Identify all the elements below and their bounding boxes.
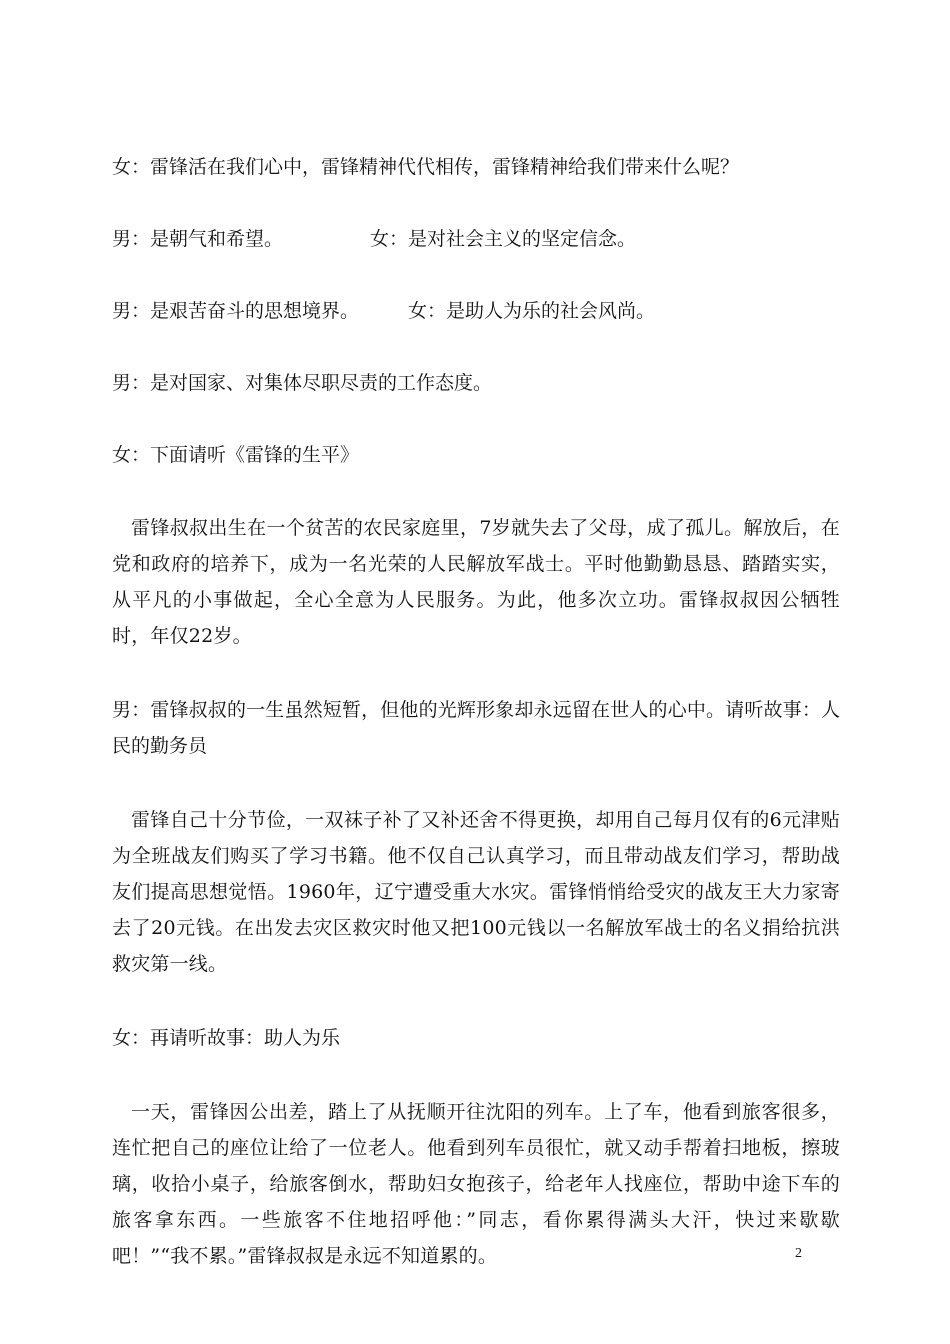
page-number: 2 [795, 1246, 802, 1261]
page-content [112, 150, 840, 1312]
dialogue-line-1: 女：雷锋活在我们心中，雷锋精神代代相传，雷锋精神给我们带来什么呢？ [112, 156, 740, 178]
narrative-paragraph-1: 雷锋叔叔出生在一个贫苦的农民家庭里，7岁就失去了父母，成了孤儿。解放后，在党和政府的培养下，成为一名光荣的人民解放军战士。平时他勤勤恳恳、踏踏实实，从平凡的小事做起，全心全意为人民服务。为此，他多次立功。雷锋叔叔因公牺牲时，年仅22岁。 [112, 517, 840, 647]
dialogue-paragraph-1: 男：雷锋叔叔的一生虽然短暂，但他的光辉形象却永远留在世人的心中。请听故事：人民的勤务员 [112, 699, 840, 757]
narrative-paragraph-3: 一天，雷锋因公出差，踏上了从抚顺开往沈阳的列车。上了车，他看到旅客很多，连忙把自己的座位让给了一位老人。他看到列车员很忙，就又动手帮着扫地板，擦玻璃，收拾小桌子，给旅客倒水，帮助妇女抱孩子，给老年人找座位，帮助中途下车的旅客拿东西。一些旅客不住地招呼他：”同志，看你累得满头大汗，快过来歇歇吧！”“我不累。”雷锋叔叔是永远不知道累的。 [112, 1101, 840, 1267]
dialogue-line-3 [112, 294, 840, 328]
narrative-paragraph-2: 雷锋自己十分节俭，一双袜子补了又补还舍不得更换，却用自己每月仅有的6元津贴为全班战友们购买了学习书籍。他不仅自己认真学习，而且带动战友们学习，帮助战友们提高思想觉悟。1960年，辽宁遭受重大水灾。雷锋悄悄给受灾的战友王大力家寄去了20元钱。在出发去灾区救灾时他又把100元钱以一名解放军战士的名义捐给抗洪救灾第一线。 [112, 809, 840, 975]
dialogue-line-4: 男：是对国家、对集体尽职尽责的工作态度。 [112, 372, 493, 394]
male-line: 男：是朝气和希望。 [112, 228, 284, 250]
male-line: 男：是艰苦奋斗的思想境界。 [112, 300, 360, 322]
dialogue-line-5: 女：下面请听《雷锋的生平》 [112, 444, 360, 466]
female-line: 女：是对社会主义的坚定信念。 [370, 228, 637, 250]
dialogue-paragraph-2: 女：再请听故事：助人为乐 [112, 1027, 341, 1049]
female-line: 女：是助人为乐的社会风尚。 [408, 300, 656, 322]
dialogue-line-2 [112, 222, 840, 256]
